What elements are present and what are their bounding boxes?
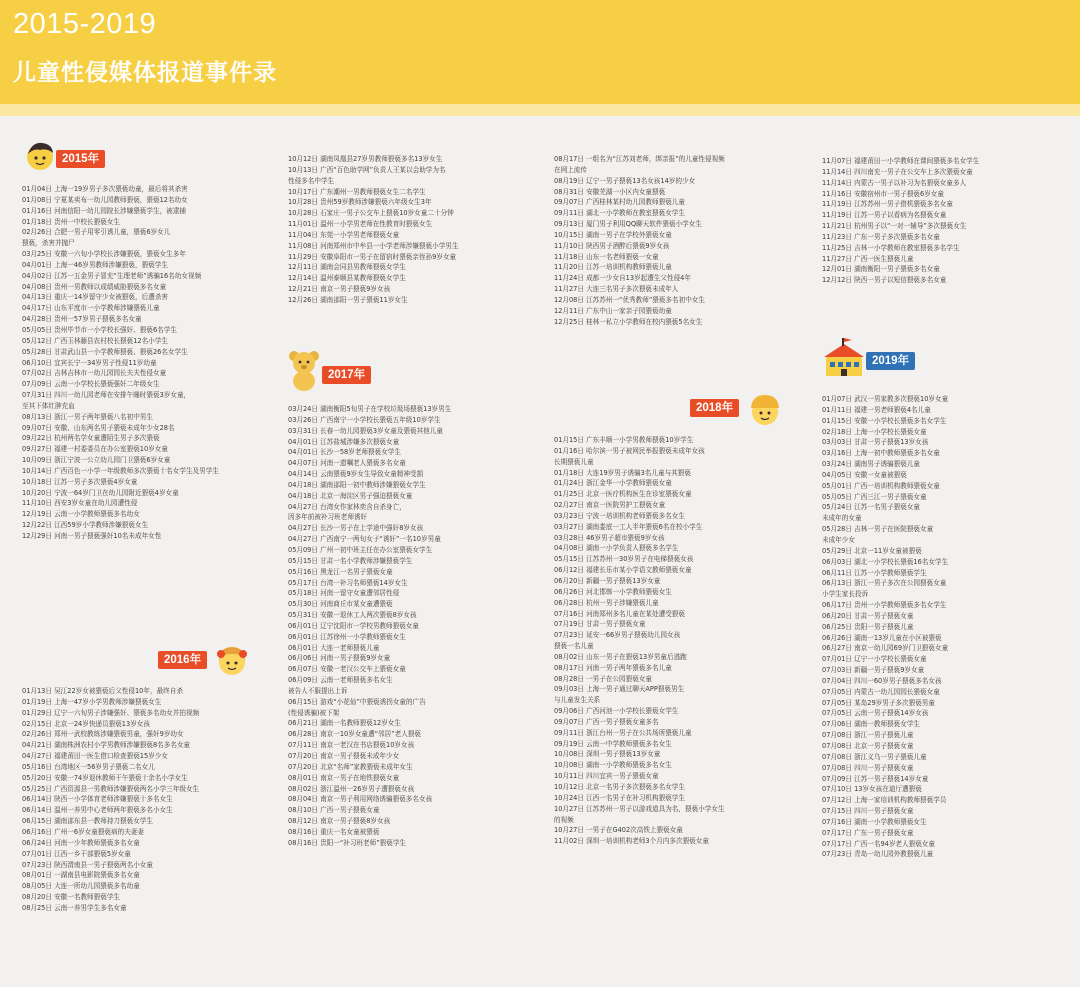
event-entry: 未成年的女童: [822, 514, 862, 523]
event-entry: 07月04日 四川一60岁男子猥亵多名女孩: [822, 676, 942, 685]
event-entry: 11月21日 杭州男子以“一对一辅导”多次猥亵女生: [822, 222, 967, 231]
event-entry: 06月15日 湖南邵东县一教师持刀猥亵女学生: [22, 817, 153, 826]
event-entry: 11月25日 吉林一小学教师在教室猥亵多名学生: [822, 243, 960, 252]
event-entry: 04月08日 湖南一小学负责人猥亵多名学生: [554, 544, 679, 553]
event-entry: 09月27日 福建一村委委员在办公室猥亵10岁女童: [22, 445, 168, 454]
event-entry: 03月25日 安徽一六旬小学校长涉嫌猥亵，猥亵女生多年: [22, 250, 186, 259]
event-entry: 至其下体红肿充血: [22, 401, 75, 410]
event-entry: 04月27日 长沙一男子在上学途中强奸8岁女孩: [288, 524, 424, 533]
event-entry: 05月09日 广州一初中班主任在办公室猥亵女学生: [288, 545, 433, 554]
event-entry: (性侵诱骗)被下架: [288, 708, 340, 717]
event-entry: 09月19日 云南一中学教师猥亵多名女生: [554, 739, 672, 748]
event-entry: 04月13日 重庆一14岁留守少女被猥亵，后遭杀害: [22, 293, 168, 302]
event-entry: 07月15日 四川一男子猥亵女童: [822, 807, 914, 816]
event-entry: 01月11日 福建一男老师猥亵4名儿童: [822, 405, 931, 414]
event-entry: 06月14日 陕西一小学体育老师涉嫌猥亵十多名女生: [22, 795, 173, 804]
event-entry: 05月28日 吉林一男子在医院猥亵女童: [822, 525, 934, 534]
event-entry: 08月16日 重庆一名女童被猥亵: [288, 827, 380, 836]
event-entry: 09月11日 湖北一小学教师在教室猥亵女学生: [554, 209, 685, 218]
event-entry: 02月18日 上海一小学校长猥亵女童: [822, 427, 927, 436]
event-entry: 08月02日 浙江温州一26岁男子遭猥亵女孩: [288, 784, 415, 793]
event-entry: 07月12日 上海一家培训机构教师猥亵学员: [822, 796, 947, 805]
event-entry: 09月07日 广西一男子猥亵女童多名: [554, 717, 659, 726]
event-entry: 04月14日 云南猥亵9岁女生导致女童精神受损: [288, 470, 424, 479]
event-entry: 05月16日 黑龙江一名男子猥亵女童: [288, 567, 393, 576]
event-entry: 07月01日 江西一乡干部猥亵5岁女童: [22, 849, 131, 858]
event-entry: 03月31日 长春一幼儿园猥亵3岁女童及猥亵其他儿童: [288, 426, 443, 435]
event-entry: 04月01日 长沙一58岁老师猥亵女学生: [288, 448, 401, 457]
event-entry: 10月17日 广东潮州一男教师猥亵女生二名学生: [288, 187, 426, 196]
events-2016-list: [22, 686, 267, 914]
event-entry: 08月20日 安徽一名教师猥亵学生: [22, 893, 121, 902]
event-entry: 08月10日 广西一男子猥亵女童: [288, 806, 380, 815]
event-entry: 06月26日 湖南一13岁儿童在小区被猥亵: [822, 633, 942, 642]
event-entry: 12月22日 江西59岁小学教师涉嫌猥亵女生: [22, 521, 149, 530]
event-entry: 06月06日 河南一男子猥亵9岁女童: [288, 654, 391, 663]
event-entry: 05月24日 江苏一名男子猥亵女童: [822, 503, 921, 512]
event-entry: 11月07日 福建莆田一小学教师在课间猥亵多名女学生: [822, 157, 980, 165]
event-entry: 11月10日 西安3岁女童在幼儿园遭性侵: [22, 499, 138, 508]
event-entry: 10月09日 浙江宁波一公立幼儿园门卫猥亵6岁女童: [22, 456, 171, 465]
event-entry: 06月03日 湖北一小学校长猥亵16名女学生: [822, 557, 949, 566]
event-entry: 11月01日 温州一小学男老师在性教育时猥亵女生: [288, 220, 433, 229]
event-entry: 06月12日 福建长乐市某小学语文教师猥亵女童: [554, 566, 692, 575]
badge-2018-label: 2018年: [690, 399, 739, 417]
header-banner: [0, 0, 1080, 104]
event-entry: 08月31日 安徽芜湖一小区内女童猥亵: [554, 187, 666, 196]
event-entry: 08月12日 南京一男子猥亵8岁女孩: [288, 817, 391, 826]
event-entry: 12月29日 河南一男子猥亵强奸10名未成年女性: [22, 532, 162, 540]
boy-cap-icon: [746, 390, 784, 430]
event-entry: 01月16日 哈尔滨一男子被网民举报猥亵未成年女孩: [554, 446, 705, 455]
event-entry: 10月28日 石家庄一男子公交车上猥亵10岁女童二十分钟: [288, 209, 454, 218]
event-entry: 08月17日 一组名为“江苏刘老师，绑亲报”的儿童性侵视频: [554, 155, 725, 163]
event-entry: 07月20日 北京“名师”家教猥亵未成年女生: [288, 762, 413, 771]
event-entry: 06月13日 浙江一男子多次在公园猥亵女童: [822, 579, 947, 588]
event-entry: 11月29日 安徽阜阳市一男子在留宿时猥亵亲侄孙9岁女童: [288, 252, 457, 261]
event-entry: 08月28日 一男子在公园猥亵女童: [554, 674, 653, 683]
event-entry: 01月25日 北京一医疗机构医生在诊室猥亵女童: [554, 490, 692, 499]
event-entry: 02月27日 南京一医院男护工猥亵女童: [554, 501, 666, 510]
badge-2019: [822, 336, 932, 382]
event-entry: 07月08日 北京一男子猥亵女童: [822, 742, 914, 750]
events-2018-late-list: [822, 156, 1067, 286]
event-entry: 06月17日 贵州一小学教师猥亵多名女学生: [822, 601, 947, 610]
event-entry: 05月28日 甘肃武山县一小学教师猥亵、猥亵26名女学生: [22, 347, 188, 356]
event-entry: 01月04日 上海一19岁男子多次猥亵幼童，最后将其杀害: [22, 185, 188, 193]
event-entry: 10月28日 贵州59岁教师涉嫌猥亵六年级女生3年: [288, 198, 432, 207]
event-entry: 11月19日 江苏一男子以看病为名猥亵女童: [822, 211, 947, 220]
event-entry: 10月08日 深圳一男子猥亵13岁女童: [554, 750, 661, 759]
event-entry: 06月24日 河南一少年教师猥亵多名女童: [22, 838, 140, 847]
events-2015-list: [22, 184, 262, 542]
event-entry: 07月02日 吉林吉林市一幼儿园园长夫夫性侵女童: [22, 369, 167, 378]
event-entry: 03月16日 上海一初中教师猥亵多名女童: [822, 449, 940, 458]
event-entry: 10月12日 北京一名男子多次猥亵多名女学生: [554, 783, 685, 791]
child-icon: [22, 138, 58, 174]
event-entry: 05月25日 广西资源县一男教师涉嫌猥亵两名小学三年级女生: [22, 784, 200, 793]
event-entry: 01月08日 宁夏某卖布一幼儿园教师猥亵，猥亵12名幼女: [22, 195, 188, 204]
event-entry: 长期猥亵儿童: [554, 457, 594, 466]
event-entry: 07月16日 湖南一小学教师猥亵女生: [822, 817, 927, 826]
event-entry: 11月19日 江苏苏州一男子借机猥亵多名女童: [822, 200, 953, 209]
event-entry: 03月27日 湖南娄底一工人半年猥亵6名在校小学生: [554, 522, 703, 531]
event-entry: 07月09日 云南一小学校长猥亵强奸二年级女生: [22, 380, 160, 389]
event-entry: 10月15日 湖南一男子在学校外猥亵女童: [554, 230, 672, 239]
event-entry: 07月05日 云南一男子猥亵14岁女孩: [822, 709, 929, 718]
events-2017-early-list: [288, 154, 538, 306]
event-entry: 09月06日 广西河池一小学校长猥亵女学生: [554, 707, 679, 716]
event-entry: 01月16日 河南信阳一幼儿园院长涉嫌猥亵学生，被逮捕: [22, 206, 186, 215]
event-entry: 08月01日 一湖南县电影院猥亵多名女童: [22, 871, 140, 880]
event-entry: 12月01日 湖南衡阳一男子猥亵多名女童: [822, 265, 940, 274]
event-entry: 11月16日 安徽宿州市一男子猥亵6岁女童: [822, 189, 944, 198]
event-entry: 06月07日 安徽一老汉公交车上猥亵女童: [288, 665, 406, 674]
event-entry: 04月01日 上海一46岁男教师涉嫌猥亵，猥亵学生: [22, 260, 168, 269]
event-entry: 03月26日 广西南宁一小学校长猥亵五年级10岁学生: [288, 415, 441, 424]
event-entry: 性侵多名中学生: [288, 176, 335, 185]
event-entry: 07月05日 某岛29岁男子多次猥亵男童: [822, 698, 935, 707]
event-entry: 08月04日 南京一男子利用网络诱骗猥亵多名女孩: [288, 795, 433, 804]
event-entry: 04月21日 湖南株洲农村小学男教师涉嫌猥亵8名多名女童: [22, 741, 191, 750]
event-entry: 06月25日 贵阳一男子猥亵儿童: [822, 622, 914, 631]
event-entry: 10月27日 一男子在G402次高铁上猥亵女童: [554, 826, 683, 835]
event-entry: 11月10日 陕西男子酒醉后猥亵9岁女孩: [554, 241, 670, 250]
event-entry: 04月07日 河南一遗嘱老人猥亵多名女童: [288, 459, 406, 468]
event-entry: 04月02日 江苏一五金男子冒充“生理老师”诱骗16名幼女视频: [22, 271, 202, 280]
badge-2016-label: 2016年: [158, 651, 207, 669]
event-entry: 07月23日 延安一66岁男子猥亵幼儿园女孩: [554, 631, 681, 640]
event-entry: 11月27日 大连三名男子多次猥亵未成年人: [554, 285, 679, 294]
event-entry: 03月28日 46岁男子超市猥亵9岁女孩: [554, 533, 665, 542]
events-2017-list: [288, 404, 538, 849]
event-entry: 02月26日 合肥一男子用零引诱儿童，猥亵6岁女儿: [22, 228, 171, 237]
event-entry: 09月07日 安徽、山东两名男子猥亵未成年少女28名: [22, 423, 175, 432]
event-entry: 06月10日 宜宾长宁一34岁男子性侵11岁幼童: [22, 358, 157, 367]
event-entry: 07月08日 浙江义乌一男子猥亵儿童: [822, 752, 927, 761]
event-entry: 06月14日 温州一养男中心老师两年猥亵多名小女生: [22, 806, 173, 815]
event-entry: 09月07日 广西桂林某村幼儿园教师猥亵儿童: [554, 198, 685, 207]
event-entry: 08月19日 辽宁一男子猥亵13名女孩14岁的少女: [554, 176, 696, 185]
event-entry: 11月24日 成都一少女自13岁起遭生父性侵4年: [554, 274, 691, 283]
event-entry: 05月15日 江苏苏州一30岁男子在电梯猥亵女孩: [554, 555, 694, 564]
event-entry: 06月27日 南京一幼儿园69岁门卫猥亵女童: [822, 644, 949, 653]
event-entry: 07月23日 陕西渭南县一男子猥亵两名小女童: [22, 860, 153, 869]
event-entry: 07月17日 广东一男子猥亵女童: [822, 828, 914, 837]
event-entry: 01月29日 辽宁一六旬男子涉嫌强奸、猥亵多名幼女并拍视频: [22, 708, 200, 717]
event-entry: 05月01日 广西一培训机构教师猥亵女童: [822, 481, 940, 490]
event-entry: 被告人不服提出上诉: [288, 686, 348, 695]
events-2017-late-list: [554, 154, 804, 328]
event-entry: 09月13日 厦门男子利用QQ聊天软件猥亵小学女生: [554, 220, 702, 229]
event-entry: 05月12日 广西玉林藤县农村校长猥亵12名小学生: [22, 336, 168, 345]
event-entry: 05月15日 甘肃一名小学教师涉嫌猥亵学生: [288, 556, 413, 565]
event-entry: 01月24日 浙江金华一小学教师猥亵女童: [554, 479, 672, 488]
event-entry: 10月18日 江苏一男子多次猥亵4岁女童: [22, 477, 138, 486]
event-entry: 06月26日 河北邯郸一小学教师猥亵女生: [554, 587, 672, 596]
badge-2017: [286, 348, 386, 392]
year-range: 2015-2019: [13, 8, 157, 40]
event-entry: 11月02日 深圳一培训机构老师3个月内多次猥亵女童: [554, 837, 709, 846]
event-entry: 07月31日 四川一幼儿园老师在安排午睡时猥亵3岁女童，: [22, 391, 191, 400]
event-entry: 10月24日 江西一名男子在补习机构猥亵学生: [554, 793, 685, 802]
header-stripe: [0, 104, 1080, 116]
event-entry: 猥亵，杀害并抛尸: [22, 239, 75, 248]
event-entry: 04月27日 福建莆田一医生借口检查猥亵15岁少女: [22, 752, 168, 761]
badge-2019-label: 2019年: [866, 352, 915, 370]
event-entry: 10月08日 湖南一小学教师猥亵多名女生: [554, 761, 672, 770]
event-entry: 12月12日 陕西一男子以短信猥亵多名女童: [822, 276, 947, 285]
event-entry: 10月14日 广西百色一小学一年级教师多次猥亵十名女学生及男学生: [22, 466, 219, 475]
event-entry: 07月03日 新疆一男子猥亵9岁女童: [822, 666, 925, 675]
event-entry: 02月26日 郑州一武校教练涉嫌猥亵男童，强奸9岁幼女: [22, 730, 184, 739]
event-entry: 01月19日 上海一47岁小学男教师涉嫌猥亵女生: [22, 697, 162, 706]
event-entry: 05月29日 北京一11岁女童被猥亵: [822, 546, 922, 555]
event-entry: 07月01日 辽宁一小学校长猥亵女童: [822, 655, 927, 664]
event-entry: 11月27日 广西一医生猥亵儿童: [822, 254, 914, 263]
event-entry: 11月14日 内蒙古一男子以补习为名猥亵女童多人: [822, 178, 967, 187]
event-entry: 05月05日 广西三江一男子猥亵女童: [822, 492, 927, 501]
event-entry: 06月11日 江苏一小学教师猥亵学生: [822, 568, 927, 577]
event-entry: 06月28日 杭州一男子涉嫌猥亵儿童: [554, 598, 659, 607]
event-entry: 在网上流传: [554, 165, 587, 174]
event-entry: 10月12日 湖南凤凰县27岁男教师猥亵多名13岁女生: [288, 155, 443, 163]
event-entry: 06月01日 辽宁沈阳市一学校男教师猥亵女童: [288, 621, 419, 630]
event-entry: 08月02日 山东一男子在猥亵13岁男童后逃跑: [554, 652, 687, 661]
event-entry: 06月28日 南京一10岁女童遭“邻居”老人猥亵: [288, 730, 422, 739]
event-entry: 因多年前被补习班老师诱奸: [288, 513, 368, 522]
event-entry: 与儿童发生关系: [554, 696, 601, 705]
event-entry: 02月15日 北京一24岁快递员猥亵13岁女孩: [22, 719, 150, 728]
events-2018-list: [554, 435, 809, 847]
event-entry: 11月14日 四川南充一男子在公交车上多次猥亵女童: [822, 167, 973, 176]
event-entry: 06月01日 江苏徐州一小学教师猥亵女生: [288, 632, 406, 641]
event-entry: 12月14日 温州泰顺县某教师猥亵女学生: [288, 274, 406, 283]
event-entry: 10月20日 宁波一64岁门卫在幼儿园附近猥亵4岁女童: [22, 488, 179, 497]
event-entry: 06月09日 云南一老师猥亵多名女生: [288, 676, 393, 685]
event-entry: 05月30日 河南商丘市某女童遭猥亵: [288, 600, 393, 609]
event-entry: 09月11日 浙江台州一男子在公共场所猥亵儿童: [554, 728, 692, 737]
event-entry: 06月16日 广州一6岁女童猥亵病的夫妻妻: [22, 827, 144, 836]
page-title: 儿童性侵媒体报道事件录: [13, 60, 277, 86]
event-entry: 08月25日 云南一养男学生多名女童: [22, 903, 127, 912]
event-entry: 01月13日 吴江22岁女被猥亵后父性侵10年，最终自杀: [22, 687, 183, 695]
event-entry: 01月07日 武汉一男家教多次猥亵10岁女童: [822, 395, 949, 403]
teddy-bear-icon: [286, 348, 322, 392]
event-entry: 04月08日 贵州一男教师以成绩威胁猥亵多名女童: [22, 282, 167, 291]
event-entry: 08月05日 大连一所幼儿园猥亵多名幼童: [22, 882, 140, 891]
event-entry: 11月08日 河南郑州市中牟县一小学老师涉嫌猥亵小学男生: [288, 241, 459, 250]
event-entry: 07月20日 南京一男子猥亵未成年少女: [288, 752, 400, 760]
event-entry: 03月23日 宁波一培训机构老师猥亵多名女生: [554, 511, 685, 520]
event-entry: 06月20日 新疆一男子猥亵13岁女童: [554, 576, 661, 585]
event-entry: 12月25日 桂林一私立小学教师在校内猥亵5名女生: [554, 317, 703, 326]
event-entry: 05月20日 安徽一74岁退休教师干午猥亵十余名小学女生: [22, 773, 188, 782]
badge-2015: [22, 138, 122, 174]
event-entry: 08月16日 贵阳一“补习班老师”猥亵学生: [288, 838, 407, 847]
event-entry: 04月28日 贵州一57岁男子猥亵多名女童: [22, 315, 142, 324]
event-entry: 12月11日 广东中山一家亲子园猥亵幼童: [554, 306, 672, 315]
event-entry: 07月05日 内蒙古一幼儿园园长猥亵女童: [822, 687, 940, 696]
badge-2018: [690, 390, 790, 430]
event-entry: 12月11日 湖南会同县男教师猥亵女学生: [288, 263, 406, 272]
event-entry: 11月20日 江苏一培训机构教师猥亵儿童: [554, 263, 672, 272]
event-entry: 07月16日 河南郑州多名儿童在某处遭受猥亵: [554, 609, 685, 618]
event-entry: 06月01日 大连一老师猥亵儿童: [288, 643, 380, 652]
badge-2016: [158, 640, 258, 680]
events-2019-list: [822, 394, 1067, 860]
event-entry: 01月18日 大连19岁男子诱骗3名儿童与其猥亵: [554, 468, 691, 477]
event-entry: 06月15日 游戏“小花仙”中猥亵诱拐女童的广告: [288, 697, 426, 706]
event-entry: 12月19日 云南一小学教师猥亵多名幼女: [22, 510, 140, 519]
event-entry: 05月17日 台湾一补习名师猥亵14岁女生: [288, 578, 408, 587]
event-entry: 08月01日 南京一男子在地铁猥亵女童: [288, 773, 400, 782]
event-entry: 猥亵一名儿童: [554, 642, 594, 651]
event-entry: 04月27日 广西南宁一两旬女子“诱奸”一名10岁男童: [288, 535, 441, 544]
event-entry: 的视频: [554, 815, 574, 824]
event-entry: 05月31日 安徽一退休工人两次猥亵8岁女孩: [288, 611, 417, 620]
event-entry: 11月04日 东莞一小学男老师猥亵女童: [288, 230, 400, 239]
event-entry: 10月11日 四川宜宾一男子猥亵女童: [554, 772, 659, 781]
event-entry: 03月24日 湖南衡阳5旬男子在学校垃圾场猥亵13岁男生: [288, 405, 452, 413]
event-entry: 07月23日 青岛一幼儿园外教猥亵儿童: [822, 850, 934, 859]
girl-icon: [212, 640, 252, 680]
badge-2015-label: 2015年: [56, 150, 105, 168]
event-entry: 10月27日 江苏苏州一男子以游戏道具为名，猥亵小学女生: [554, 804, 725, 813]
event-entry: 07月19日 甘肃一男子猥亵女童: [554, 620, 646, 629]
event-entry: 04月27日 台湾女作家林奕含自杀身亡，: [288, 502, 406, 511]
event-entry: 08月13日 浙江一男子两年猥亵八名初中男生: [22, 412, 153, 421]
event-entry: 10月13日 广西“百色助学网”负责人王某以会助学为名: [288, 165, 446, 174]
event-entry: 12月26日 湖南邵阳一男子猥亵11岁女生: [288, 295, 408, 304]
event-entry: 01月15日 安徽一小学校长猥亵多名女学生: [822, 416, 947, 425]
event-entry: 05月16日 台湾地区一56岁男子猥亵二名女儿: [22, 762, 155, 771]
event-entry: 11月18日 山东一名老师猥亵一女童: [554, 252, 659, 261]
event-entry: 12月08日 江苏苏州一“优秀教师”猥亵多名初中女生: [554, 295, 705, 304]
event-entry: 06月21日 湖南一名教师猥亵12岁女生: [288, 719, 401, 728]
school-icon: [822, 336, 866, 380]
event-entry: 01月15日 广东丰顺一小学男教师猥亵10岁学生: [554, 436, 694, 444]
event-entry: 03月03日 甘肃一男子猥亵13岁女孩: [822, 438, 929, 447]
event-entry: 05月05日 贵州毕节市一小学校长强奸、猥亵6名学生: [22, 325, 177, 334]
badge-2017-label: 2017年: [322, 366, 371, 384]
event-entry: 07月10日 13岁女孩在迪厅遭猥亵: [822, 785, 922, 794]
event-entry: 04月01日 江苏盐城涉嫌多次猥亵女童: [288, 437, 400, 446]
event-entry: 08月17日 河南一男子两年猥亵多名儿童: [554, 663, 672, 672]
event-entry: 12月21日 南京一男子猥亵9岁女孩: [288, 285, 391, 294]
event-entry: 04月05日 安徽一女童被猥亵: [822, 470, 907, 479]
event-entry: 06月20日 甘肃一男子猥亵女童: [822, 611, 914, 620]
event-entry: 07月17日 广西一名94岁老人猥亵女童: [822, 839, 935, 848]
event-entry: 03月24日 湖南男子诱骗猥亵儿童: [822, 460, 921, 469]
event-entry: 07月06日 湖南一教师猥亵女学生: [822, 720, 921, 729]
event-entry: 07月08日 浙江一男子猥亵儿童: [822, 731, 914, 740]
event-entry: 11月23日 广东一男子多次猥亵多名女童: [822, 232, 940, 241]
event-entry: 09月03日 上海一男子通过聊天APP猥亵男生: [554, 685, 685, 694]
event-entry: 小学生家长投诉: [822, 590, 869, 599]
event-entry: 07月09日 江苏一男子猥亵14岁女童: [822, 774, 929, 783]
event-entry: 未成年少女: [822, 535, 855, 544]
event-entry: 04月18日 北京一海淀区男子强迫猥亵女童: [288, 491, 413, 500]
event-entry: 05月18日 河南一留守女童遭邻居性侵: [288, 589, 400, 598]
event-entry: 04月18日 湖南邵阳一初中教师涉嫌猥亵女学生: [288, 480, 426, 489]
event-entry: 01月18日 贵州一中校长猥亵女生: [22, 217, 121, 226]
event-entry: 04月17日 山东平度市一小学教师涉嫌猥亵儿童: [22, 304, 160, 313]
event-entry: 07月08日 四川一男子猥亵女童: [822, 763, 914, 772]
event-entry: 09月22日 杭州两名学女童遭陌生男子多次猥亵: [22, 434, 160, 443]
event-entry: 07月11日 南京一老汉在书店猥亵10岁女孩: [288, 741, 415, 750]
